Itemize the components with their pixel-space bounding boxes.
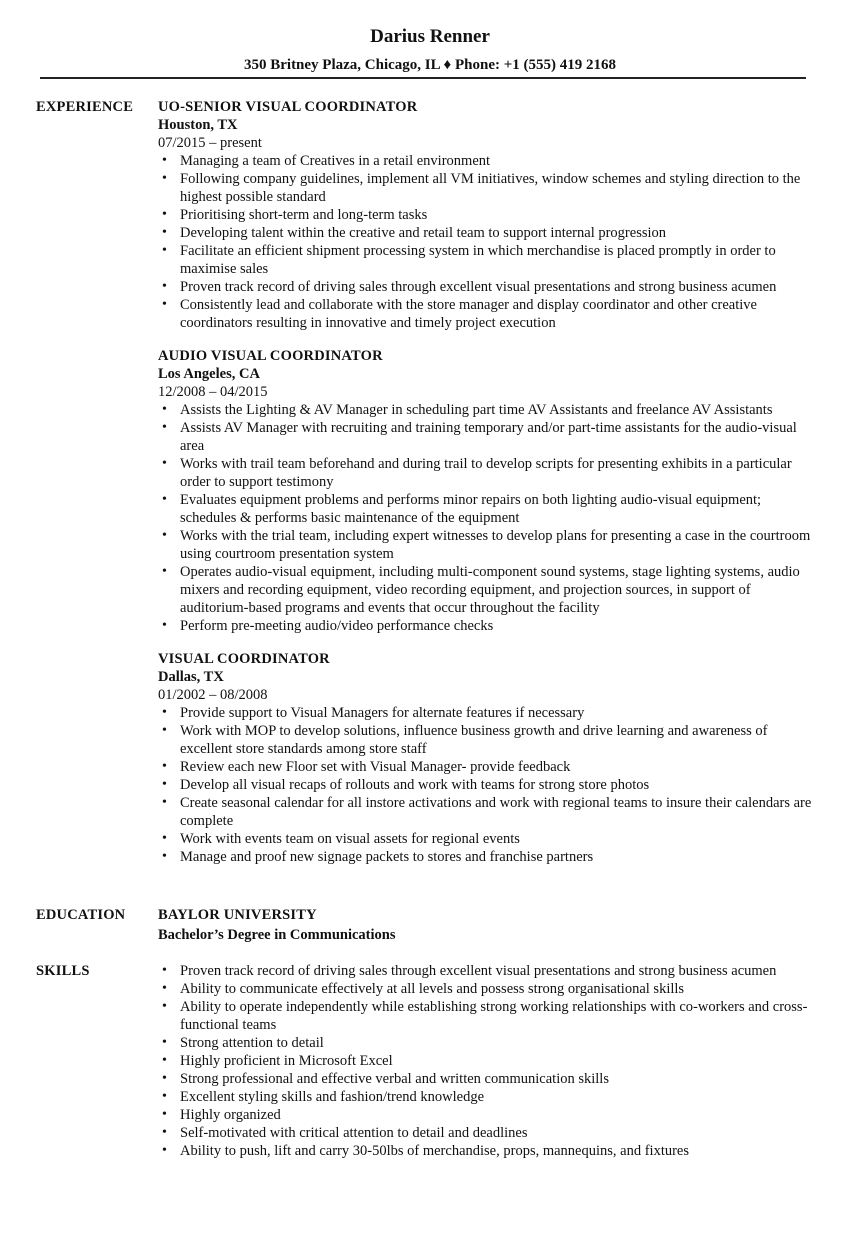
- bullet-item: • Assists the Lighting & AV Manager in scheduling part time AV Assistants and freelance AV Assistants: [158, 401, 818, 419]
- bullet-item: • Proven track record of driving sales through excellent visual presentations and strong business acumen: [158, 278, 818, 296]
- skill-item: • Proven track record of driving sales through excellent visual presentations and strong business acumen: [158, 962, 818, 980]
- job-location: Dallas, TX: [158, 669, 224, 685]
- skill-item: • Strong professional and effective verbal and written communication skills: [158, 1070, 818, 1088]
- job-title: UO-SENIOR VISUAL COORDINATOR: [158, 99, 418, 115]
- skill-item: • Ability to communicate effectively at all levels and possess strong organisational skills: [158, 980, 818, 998]
- skill-item: • Excellent styling skills and fashion/trend knowledge: [158, 1088, 818, 1106]
- bullet-item: • Work with events team on visual assets for regional events: [158, 830, 818, 848]
- skills-body: [158, 962, 818, 1160]
- job-location: Houston, TX: [158, 117, 238, 133]
- bullet-item: • Perform pre-meeting audio/video performance checks: [158, 617, 818, 635]
- job-bullets: [158, 152, 818, 332]
- bullet-item: • Create seasonal calendar for all instore activations and work with regional teams to insure their calendars are complete: [158, 794, 818, 830]
- job-dates: 12/2008 – 04/2015: [158, 384, 268, 400]
- school-name: BAYLOR UNIVERSITY: [158, 907, 317, 923]
- skills-bullets: [158, 962, 818, 1160]
- experience-label: EXPERIENCE: [36, 99, 134, 115]
- skill-item: • Highly proficient in Microsoft Excel: [158, 1052, 818, 1070]
- bullet-item: • Developing talent within the creative and retail team to support internal progression: [158, 224, 818, 242]
- job-title: VISUAL COORDINATOR: [158, 651, 330, 667]
- header-divider: [40, 77, 806, 79]
- degree-name: Bachelor’s Degree in Communications: [158, 927, 396, 943]
- job-entry: [158, 347, 818, 635]
- bullet-item: • Review each new Floor set with Visual Manager- provide feedback: [158, 758, 818, 776]
- bullet-item: • Operates audio-visual equipment, including multi-component sound systems, stage lighting systems, audio mixers and recording equipment, video recording equipment, and projection sources, in support of auditorium-based programs and events that occur throughout the facility: [158, 563, 818, 617]
- bullet-item: • Prioritising short-term and long-term tasks: [158, 206, 818, 224]
- skill-item: • Strong attention to detail: [158, 1034, 818, 1052]
- job-entry: [158, 650, 818, 866]
- contact-line: 350 Britney Plaza, Chicago, IL ♦ Phone: +1 (555) 419 2168: [243, 57, 617, 73]
- bullet-item: • Following company guidelines, implement all VM initiatives, window schemes and styling direction to the highest possible standard: [158, 170, 818, 206]
- bullet-item: • Managing a team of Creatives in a retail environment: [158, 152, 818, 170]
- bullet-item: • Facilitate an efficient shipment processing system in which merchandise is placed promptly in order to maximise sales: [158, 242, 818, 278]
- bullet-item: • Provide support to Visual Managers for alternate features if necessary: [158, 704, 818, 722]
- job-dates: 07/2015 – present: [158, 135, 262, 151]
- bullet-item: • Works with the trial team, including expert witnesses to develop plans for presenting a case in the courtroom using courtroom presentation system: [158, 527, 818, 563]
- bullet-item: • Works with trail team beforehand and during trail to develop scripts for presenting exhibits in a particular order to support testimony: [158, 455, 818, 491]
- bullet-item: • Work with MOP to develop solutions, influence business growth and drive learning and awareness of excellent store standards among store staff: [158, 722, 818, 758]
- bullet-item: • Develop all visual recaps of rollouts and work with teams for strong store photos: [158, 776, 818, 794]
- job-bullets: [158, 704, 818, 866]
- skills-label: SKILLS: [36, 963, 90, 979]
- job-title: AUDIO VISUAL COORDINATOR: [158, 348, 383, 364]
- job-dates: 01/2002 – 08/2008: [158, 687, 268, 703]
- skill-item: • Self-motivated with critical attention to detail and deadlines: [158, 1124, 818, 1142]
- bullet-item: • Evaluates equipment problems and performs minor repairs on both lighting audio-visual equipment; schedules & performs basic maintenance of the equipment: [158, 491, 818, 527]
- education-body: [158, 906, 818, 944]
- bullet-item: • Consistently lead and collaborate with the store manager and display coordinator and other creative coordinators resulting in innovative and timely project execution: [158, 296, 818, 332]
- skill-item: • Ability to push, lift and carry 30-50lbs of merchandise, props, mannequins, and fixtures: [158, 1142, 818, 1160]
- skill-item: • Highly organized: [158, 1106, 818, 1124]
- bullet-item: • Assists AV Manager with recruiting and training temporary and/or part-time assistants for the audio-visual area: [158, 419, 818, 455]
- job-location: Los Angeles, CA: [158, 366, 260, 382]
- bullet-item: • Manage and proof new signage packets to stores and franchise partners: [158, 848, 818, 866]
- education-label: EDUCATION: [36, 907, 126, 923]
- skill-item: • Ability to operate independently while establishing strong working relationships with co-workers and cross-functional teams: [158, 998, 818, 1034]
- job-bullets: [158, 401, 818, 635]
- job-entry: [158, 98, 818, 332]
- resume-header: [0, 24, 860, 75]
- candidate-name: Darius Renner: [370, 26, 490, 47]
- experience-list: [158, 98, 818, 881]
